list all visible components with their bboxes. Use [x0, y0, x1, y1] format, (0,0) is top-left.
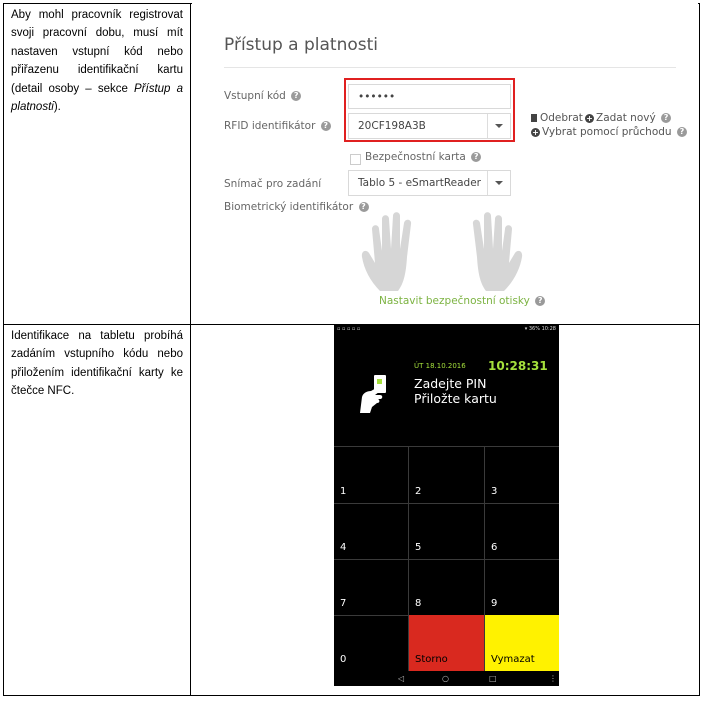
back-icon[interactable]: ◁ [398, 674, 405, 683]
status-bar [334, 325, 559, 335]
highlight-frame [344, 78, 515, 142]
entry-code-label-text: Vstupní kód [224, 90, 286, 102]
storno-button[interactable] [409, 615, 484, 671]
table-border-bottom [3, 695, 700, 696]
key-6[interactable]: 6 [491, 542, 498, 553]
key-1[interactable]: 1 [340, 486, 347, 497]
key-8[interactable]: 8 [415, 598, 422, 609]
android-nav-bar [334, 671, 559, 686]
key-7[interactable]: 7 [340, 598, 347, 609]
access-form-screenshot [192, 3, 698, 323]
keypad-divider [334, 559, 559, 560]
remove-link[interactable] [531, 112, 583, 124]
select-via-passage-text: Vybrat pomocí průchodu [542, 126, 672, 138]
trash-icon [531, 114, 537, 122]
reader-select[interactable] [348, 170, 511, 196]
row1-description [11, 6, 183, 116]
help-icon[interactable]: ? [661, 113, 671, 123]
right-hand-icon[interactable] [444, 211, 524, 293]
row1-text-end: ). [53, 101, 61, 114]
biometric-label [224, 201, 369, 213]
key-2[interactable]: 2 [415, 486, 422, 497]
keypad-divider [334, 503, 559, 504]
clear-label: Vymazat [491, 654, 535, 665]
help-icon[interactable]: ? [535, 296, 545, 306]
key-4[interactable]: 4 [340, 542, 347, 553]
help-icon[interactable]: ? [359, 202, 369, 212]
row1-text: Aby mohl pracovník registrovat svoji pracovní dobu, musí mít nastaven vstupní kód nebo přiřazenu identifikační kartu (detail osoby – sekce [11, 9, 183, 95]
enter-new-link[interactable] [585, 112, 671, 124]
select-via-passage-link[interactable] [531, 126, 687, 138]
entry-code-input[interactable]: •••••• [348, 84, 511, 109]
reader-label: Snímač pro zadání [224, 178, 322, 190]
prompt-line-2: Přiložte kartu [414, 391, 497, 406]
remove-link-text: Odebrat [540, 112, 583, 124]
key-5[interactable]: 5 [415, 542, 422, 553]
rfid-label [224, 120, 331, 132]
entry-code-label [224, 90, 301, 102]
row1-italic-section: Přístup a platnosti [11, 82, 183, 114]
security-card-checkbox[interactable] [350, 154, 361, 165]
notification-icons: ▫ ▫ ▫ ▫ ▫ [337, 326, 361, 332]
recent-apps-icon[interactable]: □ [489, 674, 497, 683]
status-right: ▾ 36% 10:28 [524, 326, 556, 332]
table-column-divider [190, 3, 191, 696]
storno-label: Storno [415, 654, 448, 665]
row2-description: Identifikace na tabletu probíhá zadáním vstupního kódu nebo přiložením identifikační karty ke čtečce NFC. [11, 330, 183, 398]
title-divider [224, 67, 676, 68]
set-fingerprints-link[interactable] [379, 295, 545, 307]
biometric-label-text: Biometrický identifikátor [224, 201, 354, 213]
keypad-divider [334, 446, 559, 447]
enter-new-link-text: Zadat nový [596, 112, 656, 124]
left-hand-icon[interactable] [360, 211, 440, 293]
clear-button[interactable] [485, 615, 559, 671]
table-border-left [3, 3, 4, 696]
prompt-line-1: Zadejte PIN [414, 376, 487, 391]
overflow-icon[interactable]: ⋮ [549, 674, 557, 683]
key-0[interactable]: 0 [340, 654, 347, 665]
table-border-right [699, 3, 700, 696]
plus-circle-icon: + [532, 127, 539, 137]
security-card-label-text: Bezpečnostní karta [365, 151, 466, 163]
security-card-label [365, 151, 481, 163]
key-3[interactable]: 3 [491, 486, 498, 497]
date-display: ÚT 18.10.2016 [414, 362, 466, 370]
tablet-screenshot [334, 325, 559, 686]
help-icon[interactable]: ? [471, 152, 481, 162]
reader-value: Tablo 5 - eSmartReader [358, 177, 481, 189]
key-9[interactable]: 9 [491, 598, 498, 609]
help-icon[interactable]: ? [677, 127, 687, 137]
section-title: Přístup a platnosti [224, 35, 378, 55]
chevron-down-icon[interactable] [487, 171, 510, 195]
home-icon[interactable]: ○ [442, 674, 449, 683]
plus-circle-icon: + [586, 113, 593, 123]
set-fingerprints-text: Nastavit bezpečnostní otisky [379, 295, 530, 307]
time-display: 10:28:31 [488, 359, 548, 373]
rfid-label-text: RFID identifikátor [224, 120, 316, 132]
help-icon[interactable]: ? [291, 91, 301, 101]
rfid-value: 20CF198A3B [358, 120, 426, 132]
card-hand-icon [358, 373, 392, 415]
help-icon[interactable]: ? [321, 121, 331, 131]
